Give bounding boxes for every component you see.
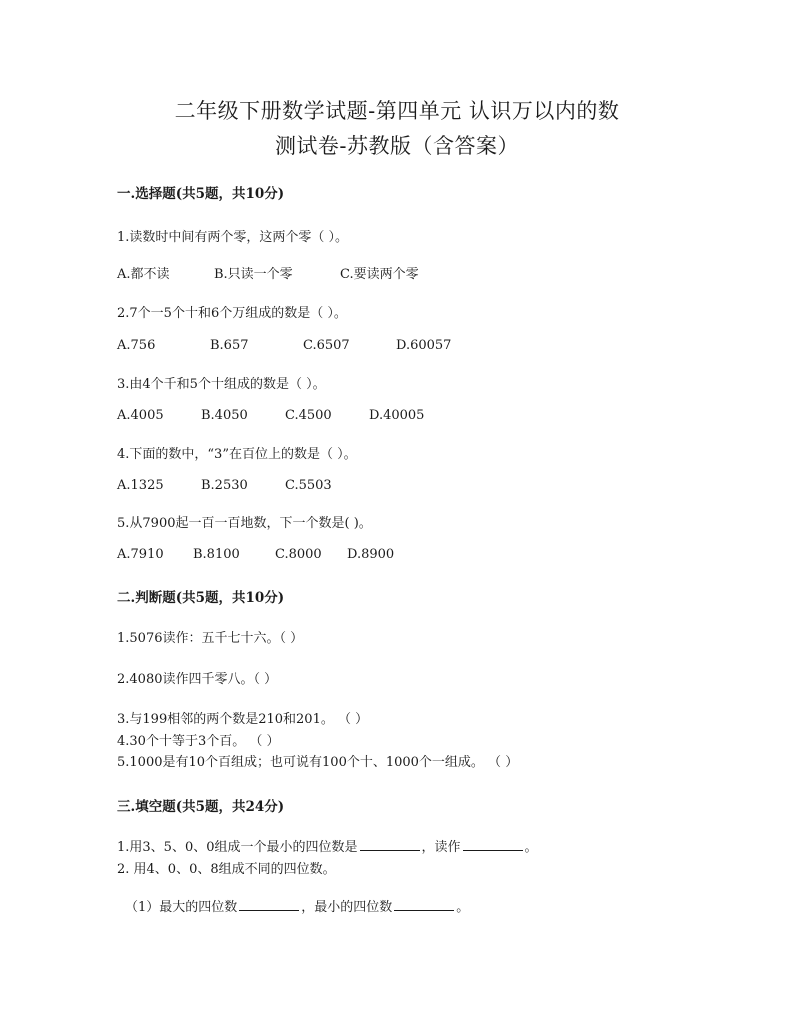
- fill-q2-1-mid: ，最小的四位数: [301, 900, 393, 915]
- choice-q5-option-b: B.8100: [193, 547, 240, 562]
- choice-q4-option-c: C.5503: [285, 478, 332, 493]
- fill-question-1: [117, 836, 538, 855]
- choice-q2-option-c: C.6507: [303, 338, 350, 353]
- choice-q3-option-d: D.40005: [369, 408, 425, 423]
- choice-q2-option-a: A.756: [117, 338, 156, 353]
- choice-question-1: 1.读数时中间有两个零，这两个零（ ）。: [117, 230, 349, 245]
- judge-question-5: 5.1000是有10个百组成；也可说有100个十、1000个一组成。 （ ）: [117, 755, 519, 770]
- section-heading-fill: 三.填空题(共5题，共24分): [117, 799, 285, 815]
- choice-q1-option-c: C.要读两个零: [340, 267, 419, 282]
- choice-q4-option-b: B.2530: [201, 478, 248, 493]
- fill-q1-prefix: 1.用3、5、0、0组成一个最小的四位数是: [117, 840, 358, 855]
- fill-q1-end: 。: [524, 840, 538, 855]
- page-title-line1: 二年级下册数学试题-第四单元 认识万以内的数: [174, 99, 620, 123]
- fill-q2-1-prefix: （1）最大的四位数: [125, 900, 238, 915]
- choice-question-2: 2.7个一5个十和6个万组成的数是（ ）。: [117, 306, 347, 321]
- choice-q4-option-a: A.1325: [117, 478, 164, 493]
- judge-question-2: 2.4080读作四千零八。（ ）: [117, 672, 278, 687]
- answer-blank[interactable]: [239, 898, 299, 911]
- choice-q3-option-a: A.4005: [117, 408, 164, 423]
- fill-question-2-part-1: [125, 896, 469, 915]
- judge-question-1: 1.5076读作：五千七十六。（ ）: [117, 631, 304, 646]
- choice-question-3: 3.由4个千和5个十组成的数是（ ）。: [117, 377, 326, 392]
- section-heading-judge: 二.判断题(共5题，共10分): [117, 590, 285, 606]
- choice-q3-option-c: C.4500: [285, 408, 332, 423]
- choice-q2-option-d: D.60057: [396, 338, 452, 353]
- page-title-line2: 测试卷-苏教版（含答案）: [274, 134, 520, 158]
- judge-question-4: 4.30个十等于3个百。 （ ）: [117, 734, 280, 749]
- answer-blank[interactable]: [463, 838, 523, 851]
- fill-question-2: 2. 用4、0、0、8组成不同的四位数。: [117, 862, 336, 877]
- answer-blank[interactable]: [360, 838, 420, 851]
- fill-q1-mid: ，读作: [421, 840, 461, 855]
- choice-q3-option-b: B.4050: [201, 408, 248, 423]
- choice-question-5: 5.从7900起一百一百地数，下一个数是( )。: [117, 516, 372, 531]
- choice-q5-option-a: A.7910: [117, 547, 164, 562]
- choice-q1-option-b: B.只读一个零: [214, 267, 293, 282]
- judge-question-3: 3.与199相邻的两个数是210和201。 （ ）: [117, 712, 369, 727]
- answer-blank[interactable]: [394, 898, 454, 911]
- fill-q2-1-end: 。: [456, 900, 470, 915]
- choice-q5-option-c: C.8000: [275, 547, 322, 562]
- choice-q2-option-b: B.657: [210, 338, 249, 353]
- section-heading-choice: 一.选择题(共5题，共10分): [117, 186, 285, 202]
- choice-question-4: 4.下面的数中，“3”在百位上的数是（ ）。: [117, 447, 357, 462]
- choice-q5-option-d: D.8900: [347, 547, 395, 562]
- choice-q1-option-a: A.都不读: [117, 267, 170, 282]
